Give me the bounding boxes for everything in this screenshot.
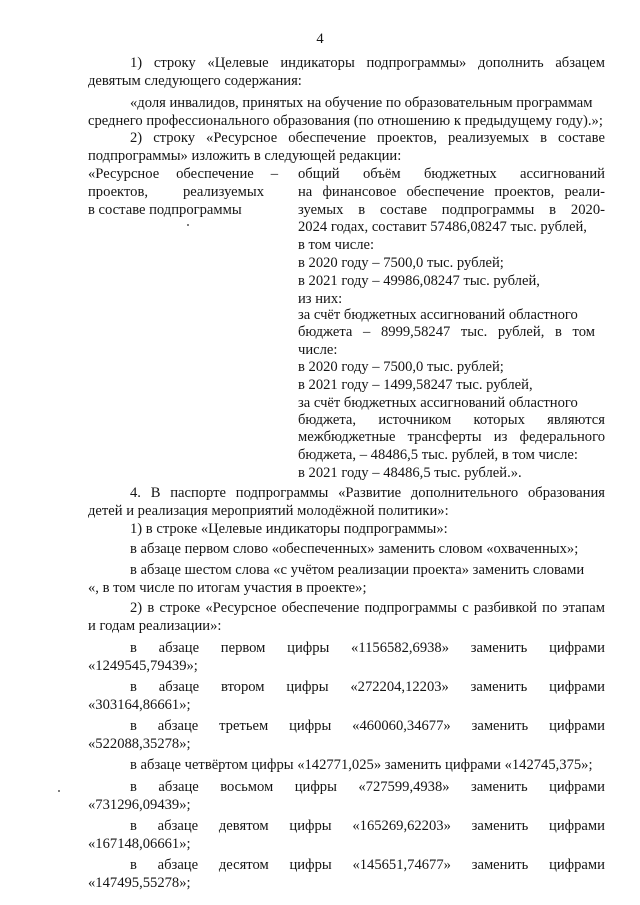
word: в [554,324,562,340]
word: абзаце [158,679,200,695]
table-right-r3 [298,202,605,219]
word: образования [527,485,605,501]
word: тыс. [460,324,488,340]
word: цифрами [549,779,605,795]
word: «Ресурсное [206,130,278,146]
word: абзацем [555,55,605,71]
word: в [130,857,137,873]
word: 8999,58247 [380,324,451,340]
word: которых [473,412,525,428]
word: заменить [470,640,528,656]
word: заменить [471,857,529,873]
word: восьмом [220,779,274,795]
word: 4. [130,485,141,501]
word: заменить [470,679,528,695]
word: в [130,718,137,734]
word: абзаце [158,640,200,656]
table-right-r12: в 2020 году – 7500,0 тыс. рублей; [298,359,504,375]
word: заменить [471,779,528,795]
word: разбивкой [473,600,537,616]
abzac-1 [130,640,605,657]
word: проектов, [494,184,555,200]
page-number: 4 [316,31,324,47]
word: на [298,184,313,200]
word: цифры [287,640,330,656]
word: цифрами [549,818,605,834]
word: 2020- [570,202,605,218]
word: подпрограммы [235,485,329,501]
table-right-r2 [298,184,605,201]
p4-line7 [130,600,605,617]
table-right-r5: в том числе: [298,237,375,253]
word: цифры [286,679,329,695]
word: в [130,640,137,656]
word: втором [220,679,265,695]
word: в [147,600,155,616]
p4-line6: «, в том числе по итогам участия в проекте»; [88,580,367,596]
word: из [493,429,508,445]
word: цифры [289,857,332,873]
word: бюджетных [423,166,497,182]
word: межбюджетные [298,429,396,445]
word: десятом [218,857,269,873]
p4-line5: в абзаце шестом слова «с учётом реализации проекта» заменить словами [130,562,585,578]
word: индикаторы [280,55,355,71]
word: заменить [471,718,529,734]
word: абзаце [158,779,199,795]
word: строку [153,55,196,71]
abzac-6-value: «167148,06661»; [88,836,191,852]
table-right-r18: в 2021 году – 48486,5 тыс. рублей.». [298,465,522,481]
word: финансовое [322,184,397,200]
word: «Ресурсное [88,166,160,182]
word: третьем [219,718,269,734]
table-right-r13: в 2021 году – 1499,58247 тыс. рублей, [298,377,533,393]
word: «Развитие [338,485,402,501]
table-right-r15 [298,412,605,429]
table-right-r8: из них: [298,291,343,307]
p2-line1 [130,130,605,147]
table-right-r6: в 2020 году – 7500,0 тыс. рублей; [298,255,504,271]
word: зуемых [298,202,344,218]
word: проектов, [376,130,437,146]
word: этапам [562,600,605,616]
word: обеспечение [281,600,360,616]
abzac-3-value: «522088,35278»; [88,736,191,752]
abzac-7 [130,857,605,874]
abzac-5-value: «731296,09439»; [88,797,191,813]
p4-line1 [130,485,605,502]
table-left-line1 [88,166,278,183]
abzac-6 [130,818,605,835]
word: обеспечение [176,166,254,182]
p2-line2: подпрограммы» изложить в следующей редакции: [88,148,402,164]
word: паспорте [170,485,227,501]
word: бюджета [298,324,353,340]
p4-line4: в абзаце первом слово «обеспеченных» заменить словом «охваченных»; [130,541,579,557]
abzac-4: в абзаце четвёртом цифры «142771,025» заменить цифрами «142745,375»; [130,757,593,773]
abzac-2 [130,679,605,696]
word: общий [298,166,340,182]
word: В [150,485,161,501]
word: обеспечение [406,184,485,200]
word: обеспечение [288,130,366,146]
word: абзаце [157,857,199,873]
table-right-r16 [298,429,605,446]
word: 2) [130,600,143,616]
word: проектов, [88,184,148,200]
word: с [462,600,469,616]
word: абзаце [157,718,199,734]
word: «Целевые [207,55,269,71]
word: подпрограммы» [366,55,467,71]
word: являются [547,412,605,428]
word: абзаце [157,818,199,834]
table-right-r7: в 2021 году – 49986,08247 тыс. рублей, [298,273,540,289]
word: рублей, [497,324,545,340]
word: цифры [289,818,332,834]
p4-line3: 1) в строке «Целевые индикаторы подпрограммы»: [130,521,448,537]
word: цифрами [549,857,605,873]
word: «145651,74677» [352,857,451,873]
word: цифрами [549,718,605,734]
word: по [542,600,558,616]
word: «Ресурсное [205,600,277,616]
word: цифры [294,779,337,795]
word: в [540,130,547,146]
table-right-r9: за счёт бюджетных ассигнований областного [298,307,578,323]
word: строке [159,600,201,616]
word: «460060,34677» [352,718,451,734]
p1-line1 [130,55,605,72]
word: в [130,779,137,795]
p4-line2: детей и реализация мероприятий молодёжной политики»: [88,503,449,519]
table-right-r11: числе: [298,342,338,358]
word: составе [379,202,427,218]
abzac-1-value: «1249545,79439»; [88,658,198,674]
word: ассигнований [520,166,605,182]
word: федерального [519,429,605,445]
word: 1) [130,55,143,71]
abzac-3 [130,718,605,735]
word: объём [362,166,401,182]
word: девятом [218,818,269,834]
scan-speck [58,790,60,792]
word: подпрограммы [364,600,458,616]
abzac-5 [130,779,605,796]
word: – [270,166,278,182]
table-right-r14: за счёт бюджетных ассигнований областного [298,395,578,411]
word: дополнить [478,55,544,71]
word: строку [153,130,196,146]
p1-quote-line2: среднего профессионального образования (по отношению к предыдущему году).»; [88,113,603,129]
word: 2) [130,130,143,146]
p1-quote-line1: «доля инвалидов, принятых на обучение по образовательным программам [130,95,593,111]
p1-line2: девятым следующего содержания: [88,73,302,89]
p4-line8: и годам реализации»: [88,618,222,634]
word: «1156582,6938» [351,640,450,656]
table-right-r10 [298,324,595,341]
table-right-r4: 2024 годах, составит 57486,08247 тыс. рублей, [298,219,587,235]
word: «727599,4938» [358,779,450,795]
word: – [363,324,371,340]
word: первом [220,640,266,656]
table-left-line3: в составе подпрограммы [88,202,242,218]
word: источником [378,412,452,428]
table-right-r1 [298,166,605,183]
word: в [130,679,137,695]
word: подпрограммы [441,202,535,218]
word: цифрами [549,640,605,656]
word: в [130,818,137,834]
word: реализуемых [448,130,530,146]
word: «165269,62203» [352,818,451,834]
scan-speck [187,224,189,226]
word: составе [558,130,605,146]
word: заменить [471,818,529,834]
word: трансферты [407,429,482,445]
word: «272204,12203» [350,679,449,695]
word: цифрами [549,679,605,695]
word: том [572,324,595,340]
table-left-line2 [88,184,264,201]
abzac-2-value: «303164,86661»; [88,697,191,713]
word: дополнительного [410,485,519,501]
word: бюджета, [298,412,357,428]
abzac-7-value: «147495,55278»; [88,875,191,891]
table-right-r17: бюджета, – 48486,5 тыс. рублей, в том числе: [298,447,578,463]
word: реали- [564,184,605,200]
word: цифры [289,718,332,734]
word: в [549,202,557,218]
word: в [358,202,366,218]
word: реализуемых [182,184,264,200]
